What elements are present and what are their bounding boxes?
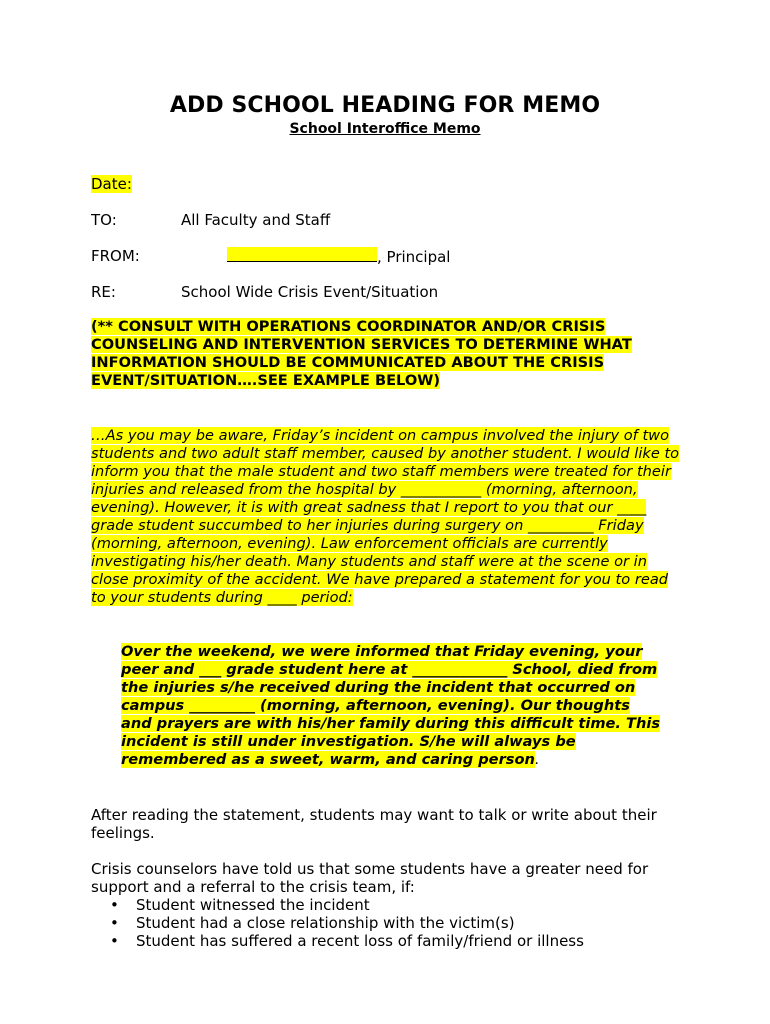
principal-name-blank: [227, 247, 377, 262]
statement-block: [121, 643, 661, 769]
list-item: [105, 932, 705, 950]
bullet-icon: •: [110, 896, 119, 914]
incident-paragraph-text: …As you may be aware, Friday’s incident on campus involved the injury of two students and two adult staff member, caused by another student. I would like to inform you that the male student and two staff members were treated for their injuries and released from the hospital by ___________ (morning, afternoon, evening). However, it is with great sadness that I report to you that our ____ grade student succumbed to her injuries during surgery on _________ Friday (morning, afternoon, evening). Law enforcement officials are currently investigating his/her death. Many students and staff were at the scene or in close proximity of the accident. We have prepared a statement for you to read to your students during ____ period:: [91, 427, 680, 606]
from-suffix: , Principal: [377, 248, 451, 266]
bullet-icon: •: [110, 914, 119, 932]
crisis-intro-paragraph: Crisis counselors have told us that some students have a greater need for support and a referral to the crisis team, if:: [91, 860, 649, 896]
to-label: TO:: [91, 211, 117, 229]
from-value: [227, 247, 450, 266]
list-item: [105, 896, 705, 914]
after-reading-paragraph: After reading the statement, students may want to talk or write about their feelings.: [91, 806, 657, 842]
list-item-text: Student has suffered a recent loss of family/friend or illness: [136, 932, 584, 950]
consult-note: [91, 318, 671, 390]
statement-end: .: [534, 751, 540, 768]
consult-note-text: (** CONSULT WITH OPERATIONS COORDINATOR AND/OR CRISIS COUNSELING AND INTERVENTION SERVICES TO DETERMINE WHAT INFORMATION SHOULD BE COMMUNICATED ABOUT THE CRISIS EVENT/SITUATION….SEE EXAMPLE BELOW): [91, 318, 632, 389]
referral-criteria-list: [105, 896, 705, 950]
memo-heading: ADD SCHOOL HEADING FOR MEMO: [169, 93, 601, 118]
list-item-text: Student had a close relationship with the victim(s): [136, 914, 515, 932]
re-value: School Wide Crisis Event/Situation: [181, 283, 439, 301]
from-label: FROM:: [91, 247, 140, 265]
re-label: RE:: [91, 283, 116, 301]
bullet-icon: •: [110, 932, 119, 950]
list-item-text: Student witnessed the incident: [136, 896, 370, 914]
statement-text: Over the weekend, we were informed that Friday evening, your peer and ___ grade student here at _____________ School, died from the injuries s/he received during the incident that occurred on campus _________ (morning, afternoon, evening). Our thoughts and prayers are with his/her family during this difficult time. This incident is still under investigation. S/he will always be remembered as a sweet, warm, and caring person: [121, 643, 661, 768]
re-field: [91, 283, 439, 301]
list-item: [105, 914, 705, 932]
incident-paragraph: [91, 427, 681, 607]
date-label: Date:: [91, 175, 132, 193]
to-value: All Faculty and Staff: [181, 211, 331, 229]
to-field: [91, 211, 331, 229]
date-field: [91, 175, 132, 193]
from-field: [91, 247, 451, 266]
memo-subheading: School Interoffice Memo: [289, 121, 481, 137]
